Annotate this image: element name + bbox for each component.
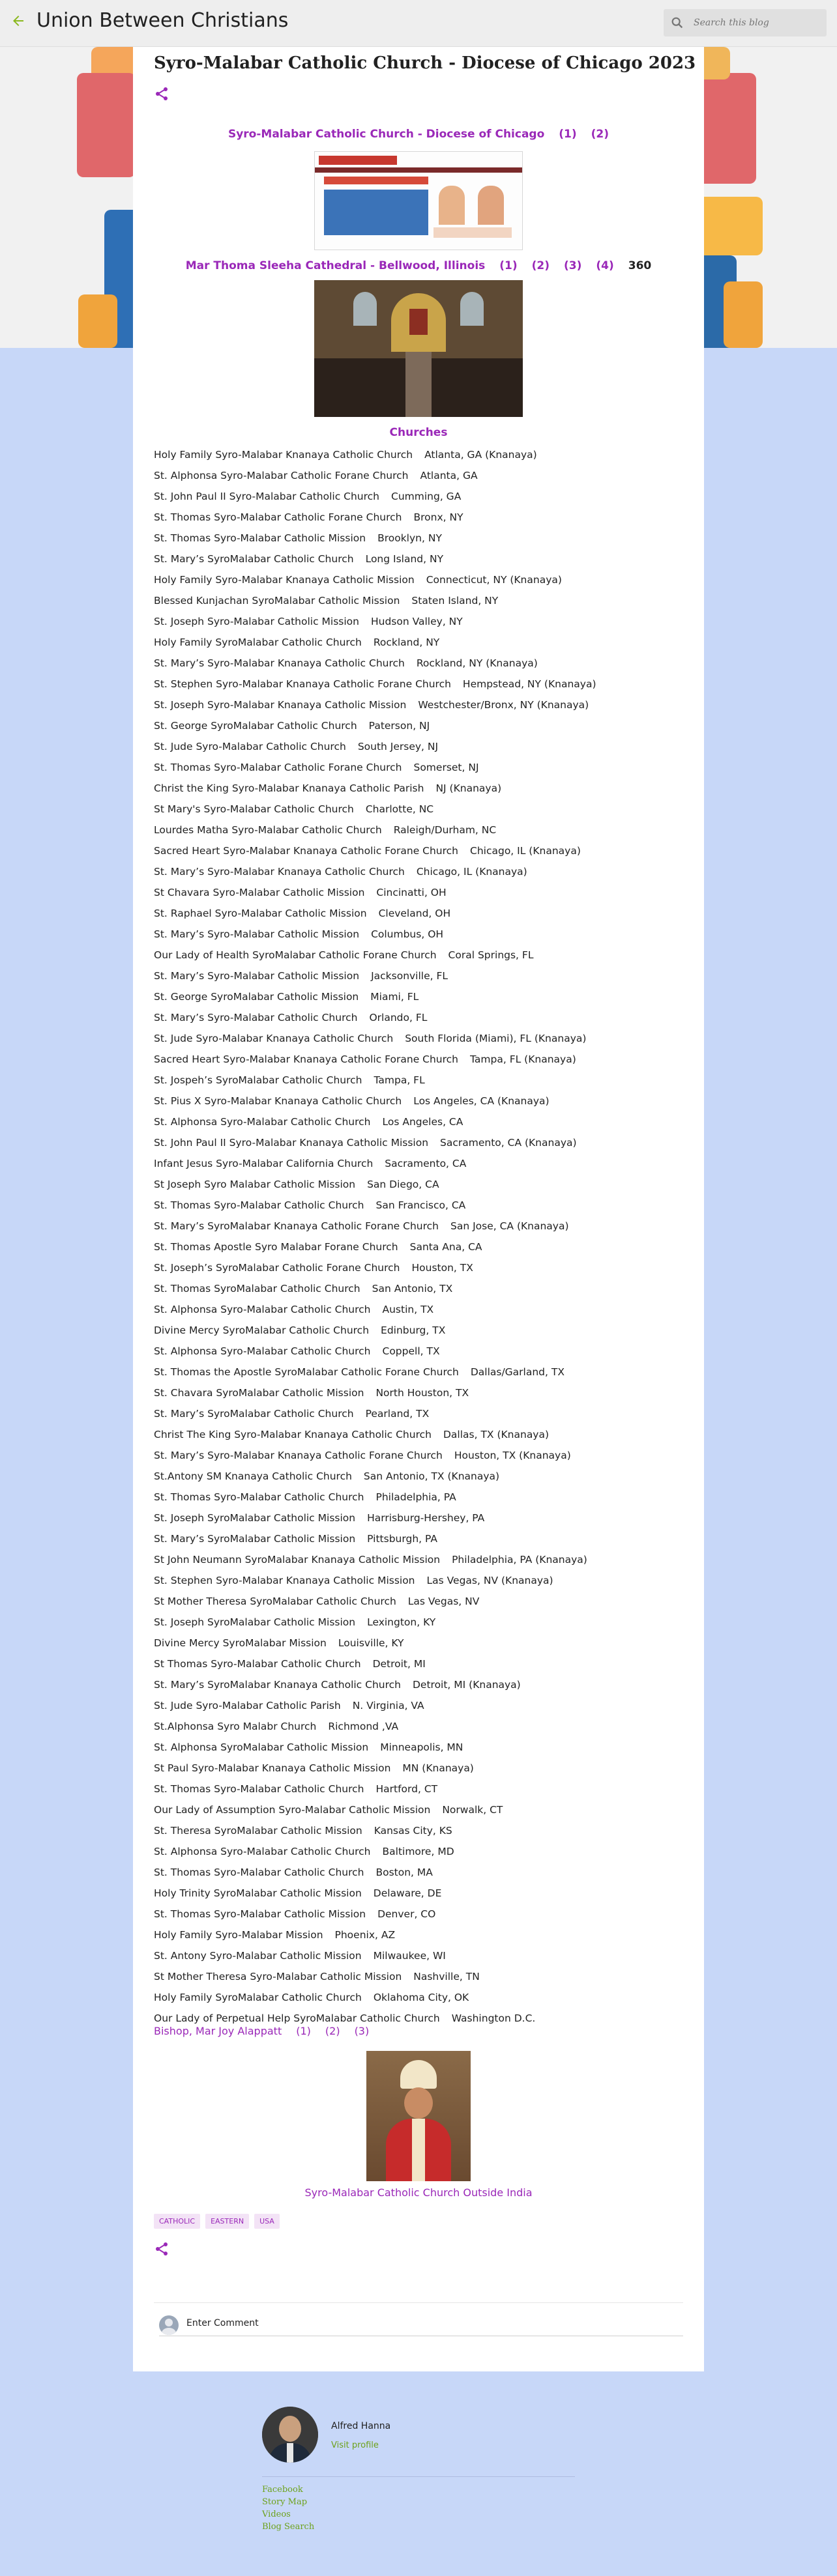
church-location: Las Vegas, NV (Knanaya) (426, 1575, 553, 1586)
church-name: St. Antony Syro-Malabar Catholic Mission (154, 1950, 362, 1962)
church-name: St. Mary’s SyroMalabar Catholic Mission (154, 1533, 356, 1545)
church-location: Raleigh/Durham, NC (393, 824, 497, 836)
share-icon[interactable] (154, 2241, 169, 2257)
diocese-ref-link[interactable]: (1) (559, 128, 577, 141)
church-list-item (154, 1364, 688, 1385)
church-name: St. Mary’s Syro-Malabar Knanaya Catholic Church (154, 657, 405, 669)
church-location: South Florida (Miami), FL (Knanaya) (405, 1033, 587, 1044)
church-name: Our Lady of Health SyroMalabar Catholic Forane Church (154, 949, 437, 961)
church-list-item (154, 1093, 688, 1114)
church-location: Orlando, FL (369, 1012, 428, 1023)
church-name: St. Raphael Syro-Malabar Catholic Mission (154, 908, 367, 919)
church-list-item (154, 1406, 688, 1427)
church-location: Pittsburgh, PA (367, 1533, 437, 1545)
church-location: South Jersey, NJ (357, 741, 439, 752)
church-name: St. Thomas Syro-Malabar Catholic Church (154, 1867, 364, 1878)
cathedral-ref-link[interactable]: (4) (596, 259, 614, 272)
church-name: St. Theresa SyroMalabar Catholic Mission (154, 1825, 362, 1837)
church-name: St. Alphonsa Syro-Malabar Catholic Church (154, 1345, 371, 1357)
search-icon[interactable] (670, 16, 684, 30)
search-box[interactable] (664, 9, 827, 36)
church-location: Chicago, IL (Knanaya) (416, 866, 527, 878)
church-list-item (154, 1552, 688, 1573)
footer-link-videos[interactable]: Videos (262, 2510, 291, 2519)
church-location: San Antonio, TX (Knanaya) (363, 1470, 500, 1482)
church-name: St. Alphonsa Syro-Malabar Catholic Church (154, 1116, 371, 1128)
church-location: Charlotte, NC (365, 803, 434, 815)
church-location: Cumming, GA (391, 491, 462, 502)
church-list-item (154, 1906, 688, 1927)
church-list-item (154, 1031, 688, 1052)
church-name: St Thomas Syro-Malabar Catholic Church (154, 1658, 361, 1670)
church-list-item (154, 968, 688, 989)
diocese-link[interactable]: Syro-Malabar Catholic Church - Diocese of Chicago (228, 128, 545, 141)
church-list-item (154, 801, 688, 822)
church-location: Cleveland, OH (378, 908, 451, 919)
church-list-item (154, 1865, 688, 1885)
church-list-item (154, 509, 688, 530)
church-list-item (154, 1927, 688, 1948)
church-location: Dallas, TX (Knanaya) (443, 1429, 550, 1440)
church-name: Holy Family Syro-Malabar Knanaya Catholic Mission (154, 574, 415, 586)
church-name: St. Stephen Syro-Malabar Knanaya Catholic Mission (154, 1575, 415, 1586)
church-name: St. Jospeh’s SyroMalabar Catholic Church (154, 1074, 362, 1086)
church-location: Oklahoma City, OK (373, 1992, 469, 2003)
church-name: Divine Mercy SyroMalabar Mission (154, 1637, 327, 1649)
church-list-item (154, 1844, 688, 1865)
church-name: St. Joseph Syro-Malabar Knanaya Catholic Mission (154, 699, 407, 711)
church-list-item (154, 1177, 688, 1197)
church-name: Our Lady of Assumption Syro-Malabar Catholic Mission (154, 1804, 431, 1816)
church-list-item (154, 906, 688, 926)
church-name: St. Chavara SyroMalabar Catholic Mission (154, 1387, 364, 1399)
footer-divider (262, 2476, 575, 2477)
church-name: St Mother Theresa Syro-Malabar Catholic Mission (154, 1971, 402, 1982)
church-location: Edinburg, TX (381, 1324, 446, 1336)
church-name: St. Joseph SyroMalabar Catholic Mission (154, 1512, 356, 1524)
church-location: San Jose, CA (Knanaya) (450, 1220, 569, 1232)
cathedral-360-text: 360 (628, 259, 652, 272)
churches-heading: Churches (389, 426, 448, 439)
visit-profile-link[interactable]: Visit profile (331, 2440, 379, 2450)
church-list-item (154, 1823, 688, 1844)
church-name: St. Mary’s Syro-Malabar Knanaya Catholic Church (154, 866, 405, 878)
church-location: Norwalk, CT (442, 1804, 503, 1816)
church-location: Atlanta, GA (420, 470, 478, 481)
church-name: St Paul Syro-Malabar Knanaya Catholic Mission (154, 1762, 391, 1774)
cathedral-link-row (133, 259, 704, 272)
church-location: Sacramento, CA (385, 1158, 467, 1169)
church-list-item (154, 1156, 688, 1177)
church-location: Houston, TX (Knanaya) (454, 1450, 571, 1461)
comments-divider (154, 2302, 683, 2303)
church-list-item (154, 1969, 688, 1990)
church-list-item (154, 468, 688, 489)
church-name: St. Mary’s Syro-Malabar Catholic Mission (154, 928, 360, 940)
church-location: Connecticut, NY (Knanaya) (426, 574, 562, 586)
church-name: Our Lady of Perpetual Help SyroMalabar Catholic Church (154, 2012, 440, 2024)
bishop-ref-link[interactable]: (3) (354, 2025, 370, 2037)
church-location: San Diego, CA (367, 1179, 439, 1190)
church-location: Rockland, NY (Knanaya) (416, 657, 538, 669)
church-name: Holy Family Syro-Malabar Mission (154, 1929, 323, 1941)
church-location: Denver, CO (377, 1908, 436, 1920)
church-list-item (154, 1114, 688, 1135)
church-location: Phoenix, AZ (334, 1929, 396, 1941)
profile-name: Alfred Hanna (331, 2421, 391, 2431)
church-name: St. Stephen Syro-Malabar Knanaya Catholic Forane Church (154, 678, 451, 690)
cathedral-interior-image[interactable] (314, 280, 523, 417)
church-name: St. Alphonsa Syro-Malabar Catholic Church (154, 1304, 371, 1315)
church-list-item (154, 1698, 688, 1719)
church-list-item (154, 1656, 688, 1677)
post-title: Syro-Malabar Catholic Church - Diocese of Chicago 2023 (154, 53, 696, 73)
church-name: Lourdes Matha Syro-Malabar Catholic Church (154, 824, 382, 836)
cathedral-ref-link[interactable]: (3) (564, 259, 582, 272)
church-list-item (154, 1594, 688, 1614)
church-list-item (154, 1489, 688, 1510)
church-location: Houston, TX (411, 1262, 473, 1274)
church-name: St. Jude Syro-Malabar Catholic Parish (154, 1700, 341, 1711)
church-location: Westchester/Bronx, NY (Knanaya) (418, 699, 589, 711)
church-name: St. Mary’s Syro-Malabar Knanaya Catholic Forane Church (154, 1450, 443, 1461)
church-list-item (154, 697, 688, 718)
church-list-item (154, 572, 688, 593)
cathedral-link[interactable]: Mar Thoma Sleeha Cathedral - Bellwood, Illinois (185, 259, 486, 272)
church-list-item (154, 989, 688, 1010)
comment-input-row[interactable] (159, 2314, 683, 2336)
church-list-item (154, 926, 688, 947)
church-list-item (154, 1010, 688, 1031)
church-name: St. Pius X Syro-Malabar Knanaya Catholic Church (154, 1095, 402, 1107)
church-location: Chicago, IL (Knanaya) (470, 845, 581, 857)
church-list-item (154, 1427, 688, 1448)
church-location: Louisville, KY (338, 1637, 404, 1649)
church-list-item (154, 1343, 688, 1364)
church-list-item (154, 1635, 688, 1656)
church-location: Santa Ana, CA (409, 1241, 482, 1253)
church-name: St. Thomas Syro-Malabar Catholic Church (154, 1783, 364, 1795)
cathedral-ref-link[interactable]: (2) (531, 259, 550, 272)
diocese-website-screenshot-image[interactable] (314, 151, 523, 250)
church-location: Staten Island, NY (411, 595, 499, 607)
bishop-link[interactable]: Bishop, Mar Joy Alappatt (154, 2025, 282, 2037)
label-chip[interactable]: EASTERN (205, 2214, 249, 2229)
church-name: Infant Jesus Syro-Malabar California Church (154, 1158, 374, 1169)
church-name: St. Jude Syro-Malabar Knanaya Catholic Church (154, 1033, 394, 1044)
church-list-item (154, 780, 688, 801)
church-location: Dallas/Garland, TX (470, 1366, 565, 1378)
church-location: Kansas City, KS (374, 1825, 452, 1837)
church-list-item (154, 1323, 688, 1343)
church-list-item (154, 947, 688, 968)
church-list-item (154, 739, 688, 760)
church-location: Pearland, TX (365, 1408, 430, 1420)
church-list-item (154, 1614, 688, 1635)
church-location: Harrisburg-Hershey, PA (367, 1512, 485, 1524)
church-location: Columbus, OH (371, 928, 444, 940)
church-list-item (154, 1197, 688, 1218)
church-location: MN (Knanaya) (402, 1762, 474, 1774)
church-name: Holy Trinity SyroMalabar Catholic Mission (154, 1887, 362, 1899)
diocese-link-row (133, 128, 704, 141)
church-location: Miami, FL (370, 991, 419, 1003)
church-location: Washington D.C. (451, 2012, 536, 2024)
church-location: Tampa, FL (Knanaya) (470, 1053, 576, 1065)
church-name: Holy Family SyroMalabar Catholic Church (154, 637, 362, 648)
church-list-item (154, 1760, 688, 1781)
church-list-item (154, 1135, 688, 1156)
church-list-item (154, 822, 688, 843)
church-list-item (154, 1468, 688, 1489)
blog-header (0, 0, 837, 47)
church-name: Christ the King Syro-Malabar Knanaya Catholic Parish (154, 782, 424, 794)
church-location: Jacksonville, FL (371, 970, 448, 982)
church-name: St Joseph Syro Malabar Catholic Mission (154, 1179, 356, 1190)
church-location: Hudson Valley, NY (370, 616, 463, 627)
church-name: St. Thomas Syro-Malabar Catholic Church (154, 1491, 364, 1503)
church-name: St. George SyroMalabar Catholic Church (154, 720, 357, 732)
church-name: St. Thomas Apostle Syro Malabar Forane Church (154, 1241, 398, 1253)
churches-list (154, 447, 688, 2031)
church-list-item (154, 655, 688, 676)
church-list-item (154, 1573, 688, 1594)
church-location: Las Vegas, NV (407, 1596, 480, 1607)
label-chip[interactable]: CATHOLIC (154, 2214, 200, 2229)
church-location: Cincinatti, OH (376, 887, 447, 898)
church-list-item (154, 489, 688, 509)
church-location: Lexington, KY (367, 1616, 436, 1628)
church-name: St.Alphonsa Syro Malabr Church (154, 1721, 317, 1732)
footer-links (262, 2483, 314, 2533)
bishop-link-row (154, 2025, 369, 2037)
church-name: St Mary's Syro-Malabar Catholic Church (154, 803, 354, 815)
church-list-item (154, 1448, 688, 1468)
church-name: St. Thomas Syro-Malabar Catholic Church (154, 1199, 364, 1211)
church-list-item (154, 843, 688, 864)
church-location: Los Angeles, CA (Knanaya) (413, 1095, 550, 1107)
church-name: St John Neumann SyroMalabar Knanaya Catholic Mission (154, 1554, 441, 1566)
church-list-item (154, 885, 688, 906)
diocese-ref-link[interactable]: (2) (591, 128, 609, 141)
church-location: Coppell, TX (382, 1345, 440, 1357)
church-name: Christ The King Syro-Malabar Knanaya Catholic Church (154, 1429, 432, 1440)
back-arrow-icon[interactable] (10, 13, 29, 31)
church-name: St. Thomas SyroMalabar Catholic Church (154, 1283, 360, 1295)
church-name: St. George SyroMalabar Catholic Mission (154, 991, 359, 1003)
church-location: NJ (Knanaya) (435, 782, 502, 794)
comment-input-label[interactable]: Enter Comment (186, 2318, 259, 2328)
church-location: San Antonio, TX (372, 1283, 453, 1295)
bishop-ref-link[interactable]: (1) (296, 2025, 311, 2037)
church-list-item (154, 1885, 688, 1906)
church-list-item (154, 760, 688, 780)
church-name: St. Mary’s Syro-Malabar Catholic Church (154, 1012, 358, 1023)
church-name: St. Thomas Syro-Malabar Catholic Forane Church (154, 511, 402, 523)
church-name: Sacred Heart Syro-Malabar Knanaya Catholic Forane Church (154, 1053, 459, 1065)
church-name: St. Mary’s SyroMalabar Catholic Church (154, 1408, 354, 1420)
church-list-item (154, 1281, 688, 1302)
church-name: Holy Family Syro-Malabar Knanaya Catholic Church (154, 449, 413, 461)
church-list-item (154, 614, 688, 635)
church-name: St. Alphonsa Syro-Malabar Catholic Church (154, 1846, 371, 1857)
church-list-item (154, 1302, 688, 1323)
church-name: St. Mary’s SyroMalabar Knanaya Catholic Forane Church (154, 1220, 439, 1232)
church-location: Tampa, FL (374, 1074, 425, 1086)
search-input[interactable] (694, 14, 817, 31)
church-list-item (154, 1677, 688, 1698)
church-location: Los Angeles, CA (382, 1116, 463, 1128)
church-location: Hartford, CT (375, 1783, 438, 1795)
church-location: Coral Springs, FL (448, 949, 534, 961)
church-name: St. Mary’s SyroMalabar Catholic Church (154, 553, 354, 565)
church-list-item (154, 1948, 688, 1969)
church-name: St.Antony SM Knanaya Catholic Church (154, 1470, 352, 1482)
church-list-item (154, 1990, 688, 2011)
church-location: Minneapolis, MN (380, 1741, 463, 1753)
church-name: St. Joseph’s SyroMalabar Catholic Forane Church (154, 1262, 400, 1274)
church-list-item (154, 718, 688, 739)
church-list-item (154, 676, 688, 697)
church-list-item (154, 1719, 688, 1739)
church-location: Boston, MA (375, 1867, 433, 1878)
church-location: Detroit, MI (Knanaya) (412, 1679, 521, 1691)
church-list-item (154, 1781, 688, 1802)
label-chip[interactable]: USA (254, 2214, 280, 2229)
church-location: San Francisco, CA (375, 1199, 466, 1211)
church-list-item (154, 1385, 688, 1406)
church-name: St. Alphonsa SyroMalabar Catholic Mission (154, 1741, 369, 1753)
church-list-item (154, 530, 688, 551)
church-name: Sacred Heart Syro-Malabar Knanaya Catholic Forane Church (154, 845, 459, 857)
church-location: Detroit, MI (372, 1658, 426, 1670)
post-card (133, 47, 704, 2371)
blog-title-link[interactable]: Union Between Christians (37, 9, 289, 32)
church-name: St. Joseph SyroMalabar Catholic Mission (154, 1616, 356, 1628)
post-labels (154, 2214, 285, 2229)
church-name: St. Thomas Syro-Malabar Catholic Mission (154, 532, 366, 544)
church-location: Austin, TX (382, 1304, 434, 1315)
church-name: St Chavara Syro-Malabar Catholic Mission (154, 887, 365, 898)
bishop-portrait-image[interactable] (366, 2051, 471, 2181)
church-location: Sacramento, CA (Knanaya) (440, 1137, 577, 1149)
church-location: Milwaukee, WI (373, 1950, 446, 1962)
church-name: Divine Mercy SyroMalabar Catholic Church (154, 1324, 370, 1336)
church-list-item (154, 1260, 688, 1281)
church-list-item (154, 551, 688, 572)
church-location: Nashville, TN (413, 1971, 480, 1982)
church-list-item (154, 1739, 688, 1760)
church-location: North Houston, TX (375, 1387, 469, 1399)
church-location: Long Island, NY (365, 553, 444, 565)
church-location: Baltimore, MD (382, 1846, 454, 1857)
commenter-avatar-icon (159, 2315, 179, 2335)
church-name: St. Mary’s Syro-Malabar Catholic Mission (154, 970, 360, 982)
church-name: St. Mary’s SyroMalabar Knanaya Catholic Church (154, 1679, 401, 1691)
church-list-item (154, 1802, 688, 1823)
church-name: St. Thomas Syro-Malabar Catholic Mission (154, 1908, 366, 1920)
church-list-item (154, 1072, 688, 1093)
church-list-item (154, 1531, 688, 1552)
church-name: St. Thomas Syro-Malabar Catholic Forane Church (154, 762, 402, 773)
church-list-item (154, 447, 688, 468)
church-location: Bronx, NY (413, 511, 463, 523)
profile-avatar[interactable] (262, 2407, 318, 2463)
cathedral-ref-link[interactable]: (1) (499, 259, 518, 272)
church-location: Rockland, NY (373, 637, 440, 648)
church-list-item (154, 1218, 688, 1239)
church-location: Somerset, NJ (413, 762, 479, 773)
bishop-ref-link[interactable]: (2) (325, 2025, 340, 2037)
outside-india-link[interactable]: Syro-Malabar Catholic Church Outside India (304, 2186, 533, 2199)
church-location: Delaware, DE (373, 1887, 442, 1899)
church-list-item (154, 1510, 688, 1531)
share-icon[interactable] (154, 86, 169, 102)
church-name: St. Alphonsa Syro-Malabar Catholic Forane Church (154, 470, 409, 481)
church-location: Philadelphia, PA (375, 1491, 456, 1503)
church-location: Philadelphia, PA (Knanaya) (452, 1554, 587, 1566)
church-location: Brooklyn, NY (377, 532, 442, 544)
church-name: Blessed Kunjachan SyroMalabar Catholic Mission (154, 595, 400, 607)
church-location: N. Virginia, VA (352, 1700, 424, 1711)
church-location: Paterson, NJ (368, 720, 430, 732)
church-list-item (154, 1239, 688, 1260)
footer-link-blog-search[interactable]: Blog Search (262, 2522, 315, 2532)
footer-link-facebook[interactable]: Facebook (262, 2485, 303, 2495)
church-list-item (154, 1052, 688, 1072)
footer-link-story-map[interactable]: Story Map (262, 2497, 308, 2507)
church-location: Atlanta, GA (Knanaya) (424, 449, 537, 461)
church-name: St. John Paul II Syro-Malabar Knanaya Catholic Mission (154, 1137, 429, 1149)
church-location: Hempstead, NY (Knanaya) (462, 678, 596, 690)
church-name: St. John Paul II Syro-Malabar Catholic Church (154, 491, 380, 502)
church-name: St. Thomas the Apostle SyroMalabar Catholic Forane Church (154, 1366, 459, 1378)
church-name: St Mother Theresa SyroMalabar Catholic Church (154, 1596, 396, 1607)
church-name: St. Joseph Syro-Malabar Catholic Mission (154, 616, 359, 627)
church-name: St. Jude Syro-Malabar Catholic Church (154, 741, 346, 752)
church-list-item (154, 635, 688, 655)
church-list-item (154, 864, 688, 885)
church-name: Holy Family SyroMalabar Catholic Church (154, 1992, 362, 2003)
church-list-item (154, 593, 688, 614)
church-location: Richmond ,VA (328, 1721, 399, 1732)
